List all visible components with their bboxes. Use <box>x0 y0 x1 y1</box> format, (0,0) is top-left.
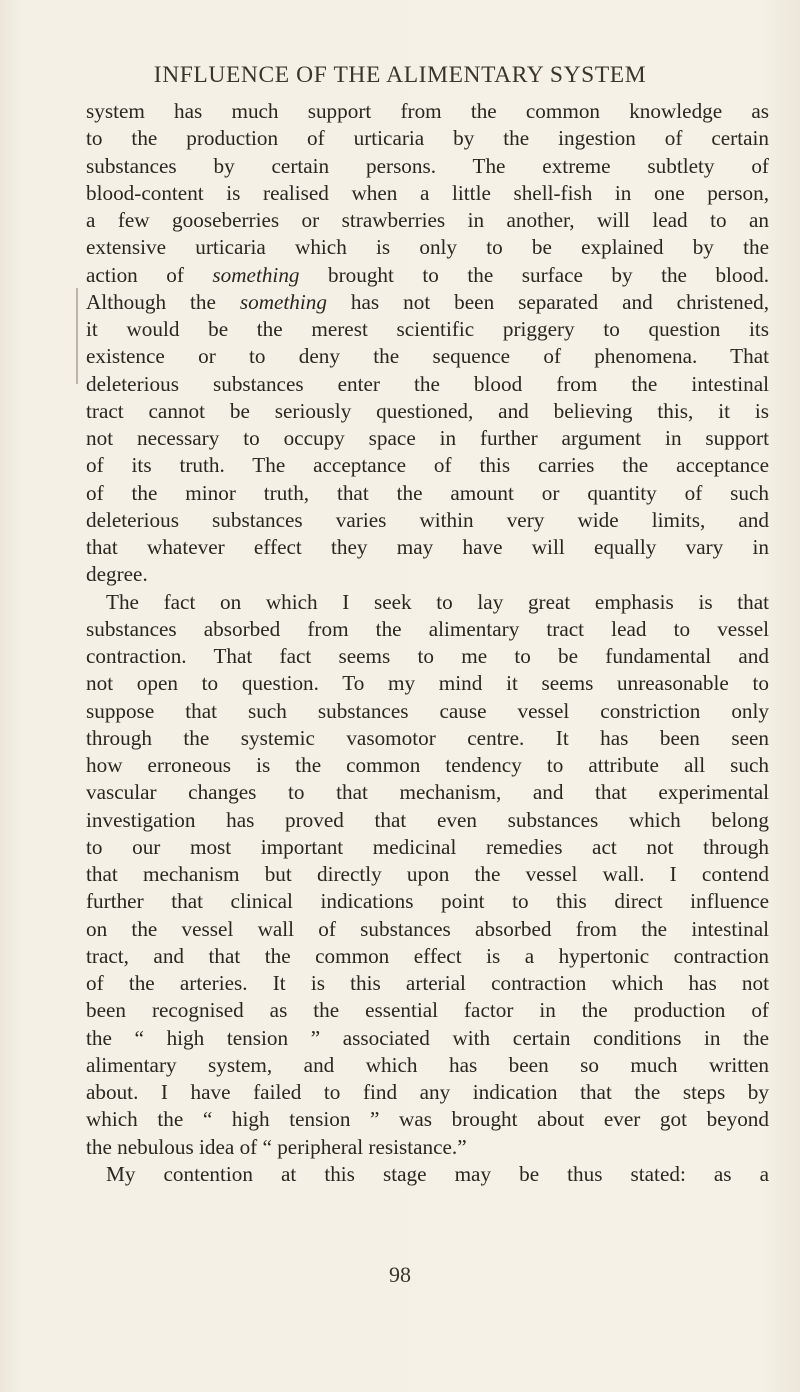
text-line: extensive urticaria which is only to be explained by the <box>86 235 769 260</box>
text-line: the “ high tension ” associated with certain conditions in the <box>86 1025 769 1050</box>
text-line: about. I have failed to find any indication that the steps by <box>86 1080 769 1104</box>
text-line: it would be the merest scientific priggery to question its <box>86 317 769 341</box>
text-line: The fact on which I seek to lay great emphasis is that <box>106 589 769 614</box>
text-line: contraction. That fact seems to me to be fundamental and <box>86 644 769 668</box>
page-number: 98 <box>389 1262 411 1287</box>
text-line: that mechanism but directly upon the vessel wall. I contend <box>86 862 769 886</box>
text-line: to the production of urticaria by the ingestion of certain <box>86 126 769 151</box>
text-line: been recognised as the essential factor in the production of <box>86 998 769 1023</box>
text-line: tract cannot be seriously questioned, and believing this, it is <box>86 398 769 423</box>
margin-mark <box>76 288 78 384</box>
text-line: suppose that such substances cause vessel constriction only <box>86 698 769 723</box>
text-line: which the “ high tension ” was brought about ever got beyond <box>86 1107 769 1132</box>
text-line: further that clinical indications point to this direct influence <box>86 889 769 914</box>
text-line: not necessary to occupy space in further argument in support <box>86 426 769 450</box>
text-line: that whatever effect they may have will equally vary in <box>86 535 769 559</box>
text-line: deleterious substances enter the blood from the intestinal <box>86 371 769 396</box>
text-line: on the vessel wall of substances absorbed from the intestinal <box>86 916 769 941</box>
text-line: Although the something has not been separated and christened, <box>86 289 769 314</box>
text-line: of the arteries. It is this arterial contraction which has not <box>86 971 769 995</box>
running-head: INFLUENCE OF THE ALIMENTARY SYSTEM <box>153 62 647 88</box>
text-line: blood-content is realised when a little shell-fish in one person, <box>86 180 769 205</box>
text-line: system has much support from the common knowledge as <box>86 99 769 123</box>
text-line: alimentary system, and which has been so much written <box>86 1052 769 1077</box>
text-line: existence or to deny the sequence of phenomena. That <box>86 344 769 369</box>
text-line: how erroneous is the common tendency to attribute all such <box>86 753 769 777</box>
text-line: a few gooseberries or strawberries in another, will lead to an <box>86 208 769 232</box>
text-line: to our most important medicinal remedies act not through <box>86 834 769 859</box>
text-line: of its truth. The acceptance of this carries the acceptance <box>86 453 769 478</box>
text-line: vascular changes to that mechanism, and that experimental <box>86 780 769 805</box>
text-line: deleterious substances varies within very wide limits, and <box>86 507 769 532</box>
text-line: substances by certain persons. The extreme subtlety of <box>86 153 769 178</box>
text-line: My contention at this stage may be thus stated: as a <box>106 1161 769 1186</box>
text-line: not open to question. To my mind it seems unreasonable to <box>86 671 769 696</box>
text-line: of the minor truth, that the amount or quantity of such <box>86 480 769 505</box>
text-line: tract, and that the common effect is a hypertonic contraction <box>86 943 769 968</box>
text-line: action of something brought to the surface by the blood. <box>86 262 769 287</box>
text-line: substances absorbed from the alimentary tract lead to vessel <box>86 616 769 641</box>
body-text <box>86 98 769 1188</box>
text-line: through the systemic vasomotor centre. It has been seen <box>86 725 769 750</box>
text-line: the nebulous idea of “ peripheral resistance.” <box>86 1134 467 1159</box>
text-line: degree. <box>86 562 148 587</box>
text-line: investigation has proved that even substances which belong <box>86 807 769 832</box>
